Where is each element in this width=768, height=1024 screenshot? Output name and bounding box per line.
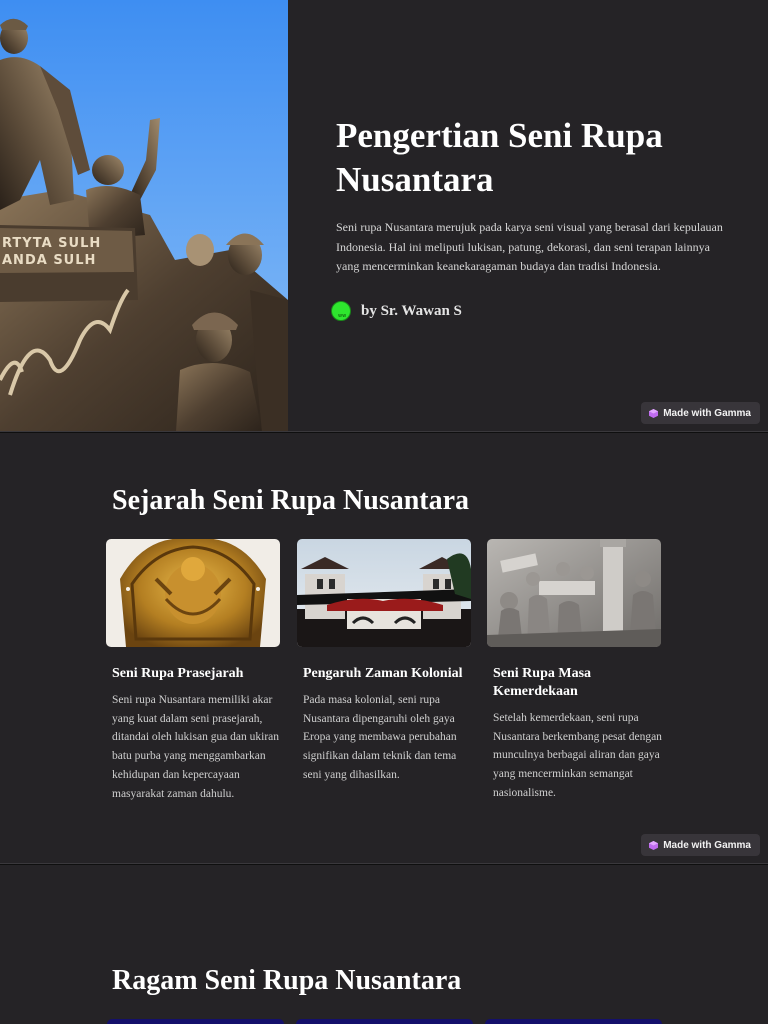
made-with-gamma-badge[interactable] [641, 402, 760, 424]
slide-history [0, 433, 768, 864]
section-title-history: Sejarah Seni Rupa Nusantara [112, 485, 470, 516]
image-golden-relief [106, 539, 280, 647]
variety-card-3 [485, 1019, 662, 1024]
card-text-colonial: Pada masa kolonial, seni rupa Nusantara dipengaruhi oleh gaya Eropa yang membawa perubahan signifikan dalam teknik dan tema seni yang dihasilkan. [303, 694, 457, 781]
card-text-independence: Setelah kemerdekaan, seni rupa Nusantara berkembang pesat dengan munculnya berbagai aliran dan gaya yang mencerminkan semangat nasionalisme. [493, 712, 662, 799]
card-title-prehistoric: Seni Rupa Prasejarah [112, 666, 244, 681]
avatar: ww [331, 301, 351, 321]
author-line [331, 301, 462, 321]
slide-title [0, 0, 768, 432]
card-text-prehistoric: Seni rupa Nusantara memiliki akar yang kuat dalam seni prasejarah, ditandai oleh lukisan gua dan ukiran batu purba yang menggambarkan kehidupan dan kepercayaan masyarakat zaman dahulu. [112, 694, 280, 800]
image-independence-relief [487, 539, 661, 647]
hero-image-monument [0, 0, 288, 432]
history-card-independence [487, 539, 661, 803]
variety-card-1 [107, 1019, 284, 1024]
gamma-logo-icon [649, 409, 658, 418]
section-title-variety: Ragam Seni Rupa Nusantara [112, 965, 462, 996]
slide-variety [0, 865, 768, 1024]
variety-card-2 [296, 1019, 473, 1024]
card-title-colonial: Pengaruh Zaman Kolonial [303, 666, 463, 681]
image-colonial-building [297, 539, 471, 647]
monument-inscription-line2: ANDA SULH [2, 253, 97, 268]
gamma-logo-icon [649, 841, 658, 850]
history-card-prehistoric [106, 539, 280, 803]
history-card-colonial [297, 539, 471, 785]
monument-inscription-line1: RTYTA SULH [2, 236, 102, 251]
made-with-gamma-label: Made with Gamma [663, 407, 751, 419]
made-with-gamma-label: Made with Gamma [663, 839, 751, 851]
page-title: Pengertian Seni Rupa Nusantara [336, 116, 663, 199]
intro-description: Seni rupa Nusantara merujuk pada karya seni visual yang berasal dari kepulauan Indonesia. Hal ini meliputi lukisan, patung, dekorasi, dan seni terapan lainnya yang mencerminkan keanekaragaman budaya dan tradisi Indonesia. [336, 220, 723, 273]
card-title-independence: Seni Rupa Masa Kemerdekaan [493, 666, 592, 699]
made-with-gamma-badge-2[interactable] [641, 834, 760, 856]
author-name: by Sr. Wawan S [361, 302, 462, 319]
